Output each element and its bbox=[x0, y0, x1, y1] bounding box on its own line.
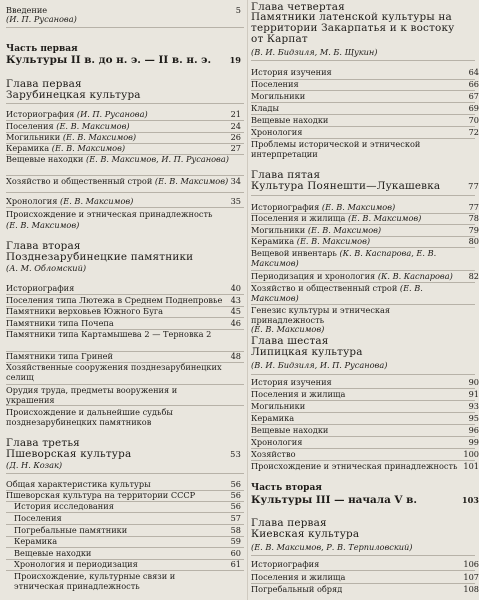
toc-entry bbox=[6, 491, 244, 501]
part-page: 103 bbox=[461, 495, 479, 505]
entry-text: Хозяйство bbox=[251, 449, 296, 459]
rule bbox=[6, 103, 244, 104]
rule bbox=[251, 195, 475, 196]
entry-page: 67 bbox=[468, 91, 479, 101]
toc-entry bbox=[251, 305, 475, 334]
chapter-author: (А. М. Обломский) bbox=[6, 263, 87, 273]
entry-text: Поселения и жилища bbox=[251, 572, 346, 582]
toc-entry bbox=[251, 213, 479, 224]
intro-title: Введение bbox=[6, 5, 48, 15]
entry-text: Поселения bbox=[251, 79, 299, 89]
chapter-author: (В. И. Бидзиля, И. П. Русанова) bbox=[251, 360, 388, 370]
entry-text: Памятники верховьев Южного Буга bbox=[6, 306, 164, 316]
entry-page: 57 bbox=[230, 513, 241, 523]
rule bbox=[251, 374, 475, 375]
toc-entry bbox=[251, 461, 479, 472]
toc-entry bbox=[6, 296, 244, 306]
part-label: Часть первая bbox=[6, 44, 78, 54]
entry-text: Могильники bbox=[251, 91, 306, 101]
toc-entry bbox=[251, 413, 479, 424]
entry-page: 56 bbox=[230, 490, 241, 500]
entry-page: 100 bbox=[463, 449, 479, 459]
entry-page: 26 bbox=[230, 132, 241, 142]
toc-entry bbox=[6, 330, 244, 350]
entry-author: (К. В. Каспарова) bbox=[377, 271, 453, 281]
entry-text: Происхождение и дальнейшие судьбы позднезарубинецких памятников bbox=[6, 407, 173, 427]
part-title: Культуры III — начала V в. bbox=[251, 494, 417, 506]
column-divider bbox=[247, 0, 248, 600]
chapter-title: Памятники латенской культуры на территории Закарпатья и к востоку от Карпат bbox=[251, 11, 455, 45]
toc-entry bbox=[6, 177, 244, 187]
entry-page: 69 bbox=[468, 103, 479, 113]
toc-entry bbox=[6, 480, 244, 490]
entry-author: (Е. В. Максимов) bbox=[348, 213, 422, 223]
toc-entry bbox=[6, 560, 244, 570]
entry-author: (Е. В. Максимов) bbox=[60, 196, 134, 206]
entry-author: (Е. В. Максимов) bbox=[6, 220, 80, 230]
entry-page: 46 bbox=[230, 318, 241, 328]
entry-text: Хронология bbox=[6, 196, 58, 206]
toc-entry bbox=[251, 584, 479, 595]
entry-text: Поселения типа Лютежа в Среднем Поднепровье bbox=[6, 295, 223, 305]
entry-author: (Е. В. Максимов) bbox=[154, 176, 229, 186]
rule bbox=[6, 27, 244, 28]
entry-text: Могильники bbox=[6, 132, 61, 142]
entry-text: Хозяйственные сооружения позднезарубинецких селищ bbox=[6, 362, 222, 382]
entry-text: Вещевой инвентарь bbox=[251, 248, 337, 258]
toc-entry bbox=[6, 537, 244, 547]
entry-page: 45 bbox=[230, 306, 241, 316]
toc-entry bbox=[251, 249, 475, 269]
part-page: 19 bbox=[229, 55, 241, 65]
chapter-label: Глава первая bbox=[251, 517, 327, 529]
entry-page: 66 bbox=[468, 79, 479, 89]
rule bbox=[6, 473, 244, 474]
entry-text: Керамика bbox=[251, 236, 295, 246]
entry-page: 27 bbox=[230, 143, 241, 153]
entry-author: (К. В. Каспарова, Е. В. Максимов) bbox=[251, 248, 437, 268]
toc-entry bbox=[251, 115, 479, 126]
chapter-page: 53 bbox=[230, 449, 241, 459]
entry-text: Историография bbox=[251, 202, 320, 212]
entry-text: Керамика bbox=[251, 413, 295, 423]
entry-page: 48 bbox=[230, 351, 241, 361]
toc-entry bbox=[251, 572, 479, 583]
entry-page: 82 bbox=[468, 271, 479, 281]
entry-text: Происхождение и этническая принадлежность bbox=[6, 209, 213, 219]
entry-page: 78 bbox=[468, 213, 479, 223]
toc-entry bbox=[6, 549, 244, 559]
entry-text: Памятники типа Почепа bbox=[6, 318, 114, 328]
entry-author: (Е. В. Максимов) bbox=[321, 202, 396, 212]
entry-page: 96 bbox=[468, 425, 479, 435]
toc-entry bbox=[251, 236, 479, 247]
entry-text: Поселения и жилища bbox=[251, 213, 346, 223]
entry-page: 59 bbox=[230, 536, 241, 546]
toc-entry bbox=[6, 386, 244, 406]
entry-page: 21 bbox=[230, 109, 241, 119]
part-title-entry bbox=[6, 55, 244, 66]
entry-text: Историография bbox=[251, 559, 320, 569]
chapter-title: Липицкая культура bbox=[251, 346, 363, 358]
entry-text: История изучения bbox=[251, 377, 332, 387]
intro-author: (И. П. Русанова) bbox=[6, 14, 77, 24]
entry-page: 24 bbox=[230, 121, 241, 131]
entry-page: 101 bbox=[463, 461, 479, 471]
entry-author: (Е. В. Максимов) bbox=[296, 236, 371, 246]
chapter-title: Киевская культура bbox=[251, 528, 360, 540]
entry-page: 90 bbox=[468, 377, 479, 387]
entry-page: 61 bbox=[230, 559, 241, 569]
toc-entry bbox=[251, 103, 479, 114]
toc-entry bbox=[6, 210, 244, 220]
rule bbox=[251, 60, 475, 61]
entry-text: Поселения bbox=[14, 513, 62, 523]
toc-entry bbox=[6, 352, 244, 362]
toc-entry bbox=[251, 202, 479, 213]
entry-text: Происхождение и этническая принадлежность bbox=[251, 461, 458, 471]
entry-page: 35 bbox=[230, 196, 241, 206]
entry-text: Керамика bbox=[6, 143, 50, 153]
entry-text: Общая характеристика культуры bbox=[6, 479, 151, 489]
entry-text: Поселения и жилища bbox=[251, 389, 346, 399]
toc-entry bbox=[6, 363, 244, 383]
chapter-title-entry bbox=[251, 347, 475, 358]
chapter-title-entry bbox=[251, 12, 475, 46]
entry-page: 40 bbox=[230, 283, 241, 293]
entry-text: Могильники bbox=[251, 225, 306, 235]
part-title-entry bbox=[251, 494, 479, 506]
chapter-title: Позднезарубинецкие памятники bbox=[6, 251, 194, 263]
toc-entry bbox=[251, 140, 475, 160]
entry-author: (Е. В. Максимов) bbox=[251, 324, 325, 334]
entry-text: Погребальный обряд bbox=[251, 584, 343, 594]
entry-page: 58 bbox=[230, 525, 241, 535]
entry-text: Пшеворская культура на территории СССР bbox=[6, 490, 196, 500]
entry-text: Вещевые находки bbox=[6, 154, 84, 164]
toc-entry bbox=[6, 319, 244, 329]
rule bbox=[251, 570, 475, 571]
entry-text: Хозяйство и общественный строй bbox=[251, 283, 398, 293]
chapter-page: 77 bbox=[468, 181, 479, 191]
entry-author: (И. П. Русанова) bbox=[76, 109, 148, 119]
entry-page: 91 bbox=[468, 389, 479, 399]
entry-page: 77 bbox=[468, 202, 479, 212]
entry-page: 93 bbox=[468, 401, 479, 411]
entry-page: 80 bbox=[468, 236, 479, 246]
toc-entry bbox=[6, 408, 244, 428]
entry-text: Орудия труда, предметы вооружения и украшения bbox=[6, 385, 178, 405]
toc-entry bbox=[251, 67, 479, 78]
toc-entry bbox=[251, 437, 479, 448]
entry-page: 34 bbox=[230, 176, 241, 186]
toc-entry bbox=[251, 389, 479, 400]
chapter-title-entry bbox=[6, 449, 244, 460]
chapter-label: Глава пятая bbox=[251, 169, 321, 181]
entry-author: (Е. В. Максимов) bbox=[307, 225, 382, 235]
toc-entry bbox=[251, 127, 479, 138]
entry-text: Керамика bbox=[14, 536, 58, 546]
entry-author: (Е. В. Максимов) bbox=[62, 132, 137, 142]
chapter-title: Культура Поянешти—Лукашевка bbox=[251, 180, 441, 192]
entry-text: Памятники типа Гриней bbox=[6, 351, 113, 361]
entry-text: Поселения bbox=[6, 121, 54, 131]
entry-author: (Е. В. Максимов, И. П. Русанова) bbox=[86, 154, 229, 164]
toc-entry bbox=[6, 284, 244, 294]
chapter-title: Зарубинецкая культура bbox=[6, 89, 141, 101]
toc-entry bbox=[251, 377, 479, 388]
entry-text: Генезис культуры и этническая принадлежность bbox=[251, 305, 391, 325]
chapter-title: Пшеворская культура bbox=[6, 448, 132, 460]
chapter-author: (Е. В. Максимов, Р. В. Терпиловский) bbox=[251, 542, 413, 552]
entry-text: Происхождение, культурные связи и этническая принадлежность bbox=[14, 571, 176, 591]
entry-page: 95 bbox=[468, 413, 479, 423]
entry-author: (Е. В. Максимов) bbox=[56, 121, 130, 131]
toc-entry bbox=[251, 449, 479, 460]
entry-text: Проблемы исторической и этнической интерпретации bbox=[251, 139, 421, 159]
entry-text: Памятники типа Картамышева 2 — Терновка 2 bbox=[6, 329, 212, 339]
rule bbox=[6, 207, 244, 208]
entry-page: 79 bbox=[468, 225, 479, 235]
entry-text: Историография bbox=[6, 109, 75, 119]
entry-text: Вещевые находки bbox=[14, 548, 92, 558]
toc-entry bbox=[251, 401, 479, 412]
toc-entry bbox=[251, 91, 479, 102]
toc-entry bbox=[6, 526, 244, 536]
entry-page: 56 bbox=[230, 501, 241, 511]
entry-page: 70 bbox=[468, 115, 479, 125]
entry-page: 106 bbox=[463, 559, 479, 569]
entry-text: История исследования bbox=[14, 501, 114, 511]
part-title: Культуры II в. до н. э. — II в. н. э. bbox=[6, 54, 212, 66]
chapter-label: Глава первая bbox=[6, 78, 82, 90]
toc-entry bbox=[6, 144, 244, 154]
chapter-label: Глава вторая bbox=[6, 240, 81, 252]
toc-entry bbox=[6, 197, 244, 207]
chapter-title-entry bbox=[251, 529, 475, 540]
chapter-title-entry bbox=[6, 90, 244, 101]
entry-text: История изучения bbox=[251, 67, 332, 77]
toc-entry bbox=[251, 79, 479, 90]
part-label: Часть вторая bbox=[251, 483, 322, 493]
toc-entry bbox=[6, 307, 244, 317]
entry-text: Хозяйство и общественный строй bbox=[6, 176, 153, 186]
toc-entry bbox=[251, 225, 479, 236]
entry-text: Погребальные памятники bbox=[14, 525, 128, 535]
toc-entry bbox=[6, 572, 244, 592]
toc-entry bbox=[251, 284, 475, 304]
toc-entry bbox=[6, 110, 244, 120]
entry-text: Историография bbox=[6, 283, 75, 293]
rule bbox=[6, 405, 244, 406]
entry-text: Могильники bbox=[251, 401, 306, 411]
entry-text: Периодизация и хронология bbox=[251, 271, 376, 281]
toc-entry bbox=[6, 122, 244, 132]
chapter-label: Глава третья bbox=[6, 437, 80, 449]
entry-page: 108 bbox=[463, 584, 479, 594]
chapter-title-entry bbox=[251, 180, 479, 192]
entry-page: 99 bbox=[468, 437, 479, 447]
toc-entry bbox=[251, 425, 479, 436]
chapter-label: Глава шестая bbox=[251, 335, 329, 347]
toc-entry bbox=[251, 559, 479, 570]
entry-text: Хронология и периодизация bbox=[14, 559, 138, 569]
chapter-title-entry bbox=[6, 252, 244, 263]
entry-page: 56 bbox=[230, 479, 241, 489]
toc-entry bbox=[6, 133, 244, 143]
rule bbox=[6, 192, 244, 193]
chapter-label: Глава четвертая bbox=[251, 1, 345, 13]
toc-entry bbox=[6, 155, 244, 165]
rule bbox=[251, 555, 475, 556]
toc-entry bbox=[251, 271, 479, 282]
chapter-author: (В. И. Бидзиля, М. Б. Щукин) bbox=[251, 47, 378, 57]
entry-author: (Е. В. Максимов) bbox=[51, 143, 126, 153]
toc-entry bbox=[6, 502, 244, 512]
entry-text: Хронология bbox=[251, 437, 303, 447]
intro-page: 5 bbox=[235, 5, 241, 15]
rule bbox=[251, 102, 475, 103]
toc-entry bbox=[6, 514, 244, 524]
entry-author: (Е. В. Максимов) bbox=[251, 283, 423, 303]
entry-page: 72 bbox=[468, 127, 479, 137]
entry-page: 60 bbox=[230, 548, 241, 558]
entry-page: 64 bbox=[468, 67, 479, 77]
entry-text: Хронология bbox=[251, 127, 303, 137]
entry-page: 43 bbox=[230, 295, 241, 305]
entry-page: 107 bbox=[463, 572, 479, 582]
entry-text: Вещевые находки bbox=[251, 425, 329, 435]
entry-text: Вещевые находки bbox=[251, 115, 329, 125]
chapter-author: (Д. Н. Козак) bbox=[6, 460, 63, 470]
entry-text: Клады bbox=[251, 103, 279, 113]
